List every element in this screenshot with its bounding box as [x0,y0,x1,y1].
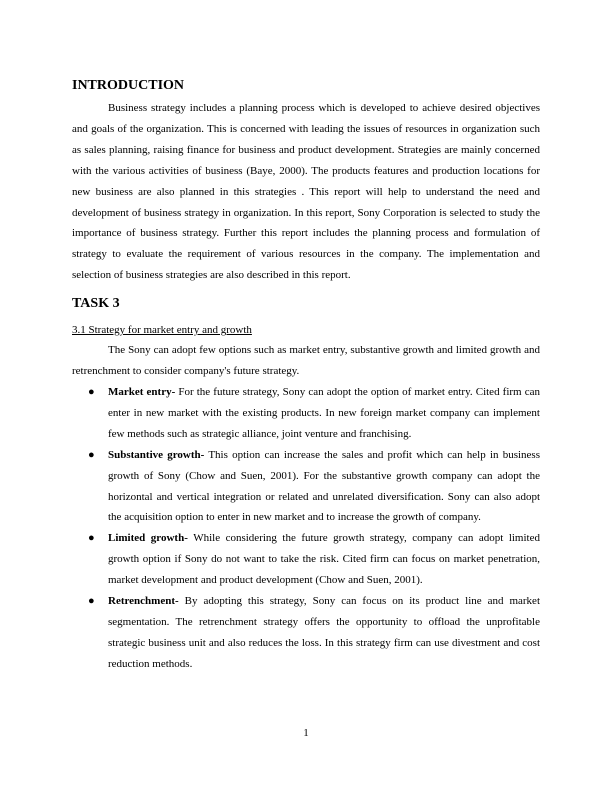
bullet-icon: ● [88,595,95,608]
bullet-item-market-entry [88,382,540,445]
bullet-icon: ● [88,532,95,545]
bullet-term: Limited growth- [108,532,188,545]
bullet-term: Substantive growth- [108,448,205,461]
task3-heading: TASK 3 [72,296,120,312]
bullet-term: Retrenchment- [108,595,179,608]
page-number: 1 [303,727,309,739]
task3-paragraph: The Sony can adopt few options such as market entry, substantive growth and limited growth and retrenchment to consider company's future strategy. [72,344,540,378]
bullet-text: While considering the future growth strategy, company can adopt limited growth option if Sony do not want to take the risk. Cited firm can focus on market penetration, market development and product development (Chow and Suen, 2001). [108,532,540,587]
bullet-term: Market entry- [108,385,176,398]
strategy-bullet-list [72,382,540,675]
bullet-item-limited-growth [88,528,540,591]
introduction-paragraph: Business strategy includes a planning process which is developed to achieve desired objectives and goals of the organization. This is concerned with leading the issues of resources in organization such as sales planning, raising finance for business and product development. Strategies are mainly concerned with the various activities of business (Baye, 2000). The products features and production locations for new business are also planned in this strategies . This report will help to understand the need and development of business strategy in organization. In this report, Sony Corporation is selected to study the importance of business strategy. Further this report includes the planning process and formulation of strategy to evaluate the requirement of various resources in the company. The implementation and selection of business strategies are also described in this report. [72,102,540,282]
bullet-text: This option can increase the sales and profit which can help in business growth of Sony (Chow and Suen, 2001). For the substantive growth company can adopt the horizontal and vertical integration or related and unrelated diversification. Sony can also adopt the acquisition option to enter in new market and to increase the growth of company. [108,448,540,524]
task3-subheading: 3.1 Strategy for market entry and growth [72,324,252,337]
bullet-text: For the future strategy, Sony can adopt the option of market entry. Cited firm can enter in new market with the existing products. In new foreign market company can implement few methods such as strategic alliance, joint venture and franchising. [108,385,540,440]
bullet-item-retrenchment [88,591,540,675]
bullet-icon: ● [88,385,95,398]
bullet-item-substantive-growth [88,445,540,529]
introduction-heading: INTRODUCTION [72,78,185,93]
bullet-icon: ● [88,448,95,461]
bullet-text: By adopting this strategy, Sony can focus on its product line and market segmentation. The retrenchment strategy offers the opportunity to offload the unprofitable strategic business unit and also reduces the loss. In this strategy firm can use divestment and cost reduction methods. [108,595,540,670]
